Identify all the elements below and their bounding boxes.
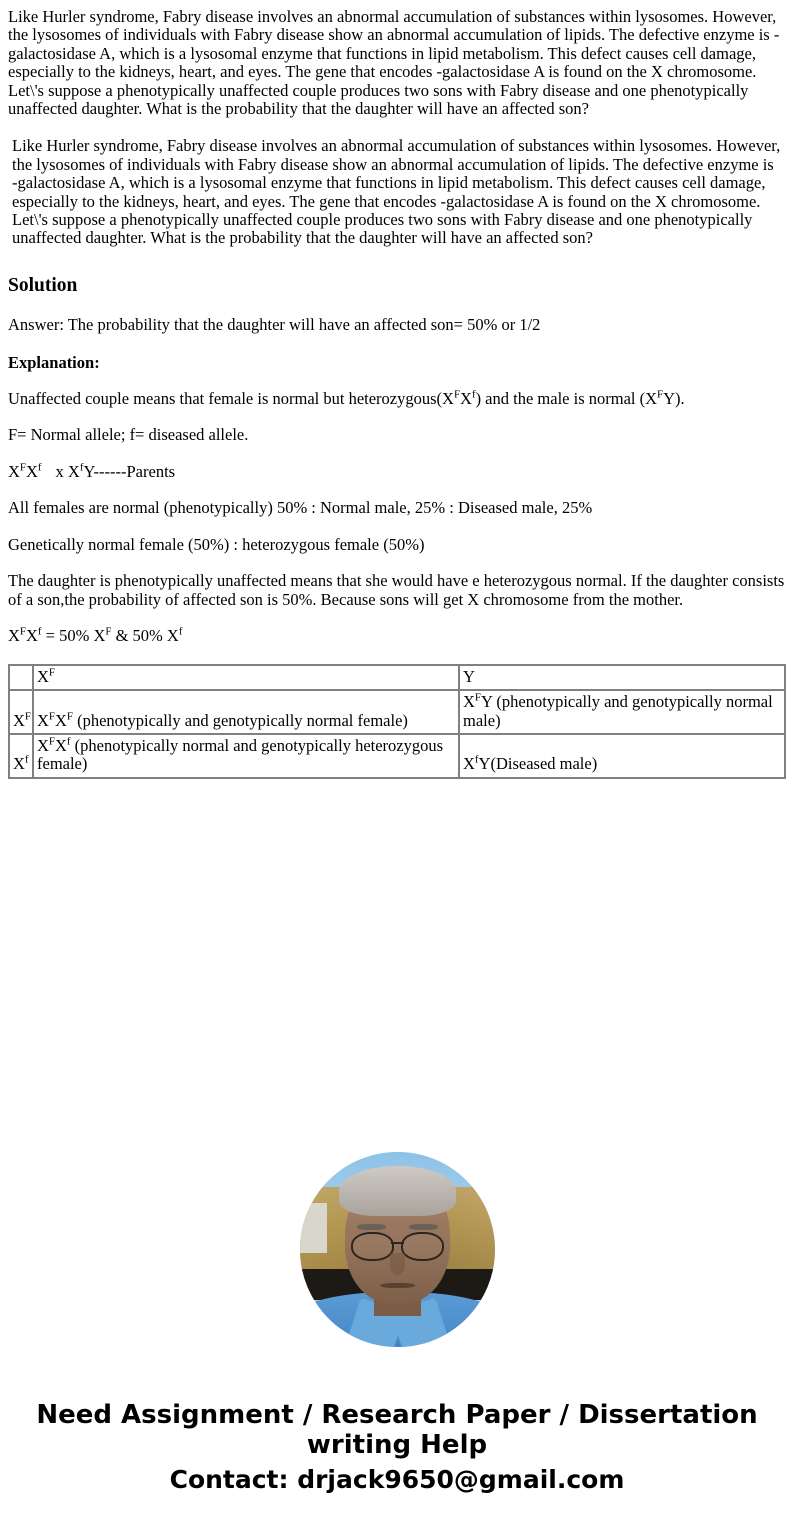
portrait-glasses-left-lens — [351, 1232, 394, 1261]
r2c2-g1: X — [463, 754, 475, 774]
cross-x2: X — [25, 461, 38, 481]
cross-sup-f2: f — [79, 461, 84, 474]
gamete-sup-f2: f — [178, 625, 183, 638]
unaffected-couple-suffix: Y). — [663, 389, 685, 409]
female-ratio-line: Genetically normal female (50%) : heterozygous female (50%) — [8, 534, 425, 554]
question-paragraph-1: Like Hurler syndrome, Fabry disease involves an abnormal accumulation of substances within lysosomes. However, the lysosomes of individuals with Fabry disease show an abnormal accumulation of lipids. The defective enzyme is -galactosidase A, which is a lysosomal enzyme that functions in lipid metabolism. This defect causes cell damage, especially to the kidneys, heart, and eyes. The gene that encodes -galactosidase A is found on the X chromosome. Let\'s suppose a phenotypically unaffected couple produces two sons with Fabry disease and one phenotypically unaffected daughter. What is the probability that the daughter will have an affected son? — [8, 7, 780, 118]
punnett-col-header-xf — [33, 665, 459, 690]
r1c2-s1: F — [474, 691, 481, 704]
unaffected-couple-prefix: Unaffected couple means that female is normal but heterozygous(X — [8, 389, 454, 409]
portrait-circle — [300, 1152, 495, 1347]
allele-sup-f: f — [471, 388, 476, 401]
allele-sup-F2: F — [657, 388, 664, 401]
r2c2-text: Y(Diseased male) — [478, 754, 598, 774]
author-portrait — [300, 1152, 495, 1347]
r2c1-g1: X — [37, 735, 49, 755]
r1c1-g2: X — [54, 710, 67, 730]
portrait-eyebrow-left — [357, 1224, 386, 1230]
cross-x1: X — [8, 461, 20, 481]
portrait-eyebrow-right — [409, 1224, 438, 1230]
allele-base-X: X — [460, 389, 472, 409]
r1c2-g1: X — [463, 692, 475, 712]
row-2-label-sup: f — [24, 753, 29, 766]
r2c1-g2: X — [54, 735, 67, 755]
r2c1-s2: f — [66, 735, 71, 748]
punnett-cell-xfxf — [33, 690, 459, 734]
offspring-ratio-line: All females are normal (phenotypically) 50% : Normal male, 25% : Diseased male, 25% — [8, 498, 593, 518]
punnett-cell-xfy — [459, 690, 785, 734]
gamete-x1: X — [8, 626, 20, 646]
unaffected-couple-mid: ) and the male is normal (X — [475, 389, 658, 409]
row-1-label-sup: F — [24, 710, 31, 722]
punnett-corner-cell — [9, 665, 33, 690]
gamete-sup-F2: F — [105, 625, 112, 638]
r2c2-s1: f — [474, 753, 479, 766]
daughter-explanation-line: The daughter is phenotypically unaffected means that she would have e heterozygous normal. If the daughter consists of a son,the probability of affected son is 50%. Because sons will get X chromosome from the mother. — [8, 571, 785, 609]
explanation-label: Explanation: — [8, 352, 100, 372]
allele-sup-F: F — [453, 388, 461, 401]
punnett-square-table — [8, 664, 786, 779]
punnett-col-header-y: Y — [459, 665, 785, 690]
answer-line: Answer: The probability that the daughter will have an affected son= 50% or 1/2 — [8, 315, 541, 335]
r1c2-text: Y (phenotypically and genotypically normal male) — [463, 692, 773, 730]
r1c1-s2: F — [66, 710, 73, 722]
cross-tail: Y------Parents — [83, 461, 176, 481]
r2c1-s1: F — [48, 735, 55, 748]
col-head-1-sup: F — [48, 666, 55, 679]
cross-x3: x X — [55, 461, 80, 481]
portrait-glasses-right-lens — [401, 1232, 444, 1261]
portrait-nose — [390, 1253, 406, 1274]
footer-contact-email: Contact: drjack9650@gmail.com — [169, 1464, 625, 1494]
unaffected-couple-line — [0, 390, 794, 408]
gamete-sup-F: F — [19, 625, 26, 638]
table-row — [9, 665, 785, 690]
footer-headline: Need Assignment / Research Paper / Dissertation writing Help — [36, 1400, 758, 1461]
parental-cross-line — [0, 463, 794, 481]
gamete-mid: = 50% X — [41, 626, 106, 646]
r1c1-g1: X — [37, 710, 49, 730]
r1c1-s1: F — [48, 710, 55, 722]
punnett-row-header-xf — [9, 690, 33, 734]
cross-sup-F: F — [19, 461, 26, 474]
gamete-line — [0, 627, 794, 645]
r2c1-text: (phenotypically normal and genotypically heterozygous female) — [37, 735, 444, 774]
allele-key-line: F= Normal allele; f= diseased allele. — [8, 425, 249, 445]
table-row — [9, 734, 785, 778]
row-1-label-base: X — [13, 710, 25, 730]
portrait-glasses-bridge — [391, 1242, 405, 1244]
cross-sup-f: f — [37, 461, 42, 474]
punnett-row-header-xf-lower — [9, 734, 33, 778]
gamete-mid2: & 50% X — [111, 626, 179, 646]
portrait-wall-switch — [300, 1203, 327, 1254]
punnett-cell-xfxf-het — [33, 734, 459, 778]
solution-heading: Solution — [8, 274, 78, 296]
r1c1-text: (phenotypically and genotypically normal female) — [72, 710, 408, 730]
row-2-label-base: X — [13, 754, 25, 774]
question-paragraph-2: Like Hurler syndrome, Fabry disease involves an abnormal accumulation of substances within lysosomes. However, the lysosomes of individuals with Fabry disease show an abnormal accumulation of lipids. The defective enzyme is -galactosidase A, which is a lysosomal enzyme that functions in lipid metabolism. This defect causes cell damage, especially to the kidneys, heart, and eyes. The gene that encodes -galactosidase A is found on the X chromosome. Let\'s suppose a phenotypically unaffected couple produces two sons with Fabry disease and one phenotypically unaffected daughter. What is the probability that the daughter will have an affected son? — [12, 136, 781, 248]
table-row — [9, 690, 785, 734]
portrait-hair — [339, 1166, 456, 1217]
footer — [0, 1400, 794, 1494]
gamete-x2: X — [25, 626, 38, 646]
gamete-sup-f: f — [37, 625, 42, 638]
col-head-1-base: X — [37, 666, 49, 686]
punnett-cell-xfy-diseased — [459, 734, 785, 778]
